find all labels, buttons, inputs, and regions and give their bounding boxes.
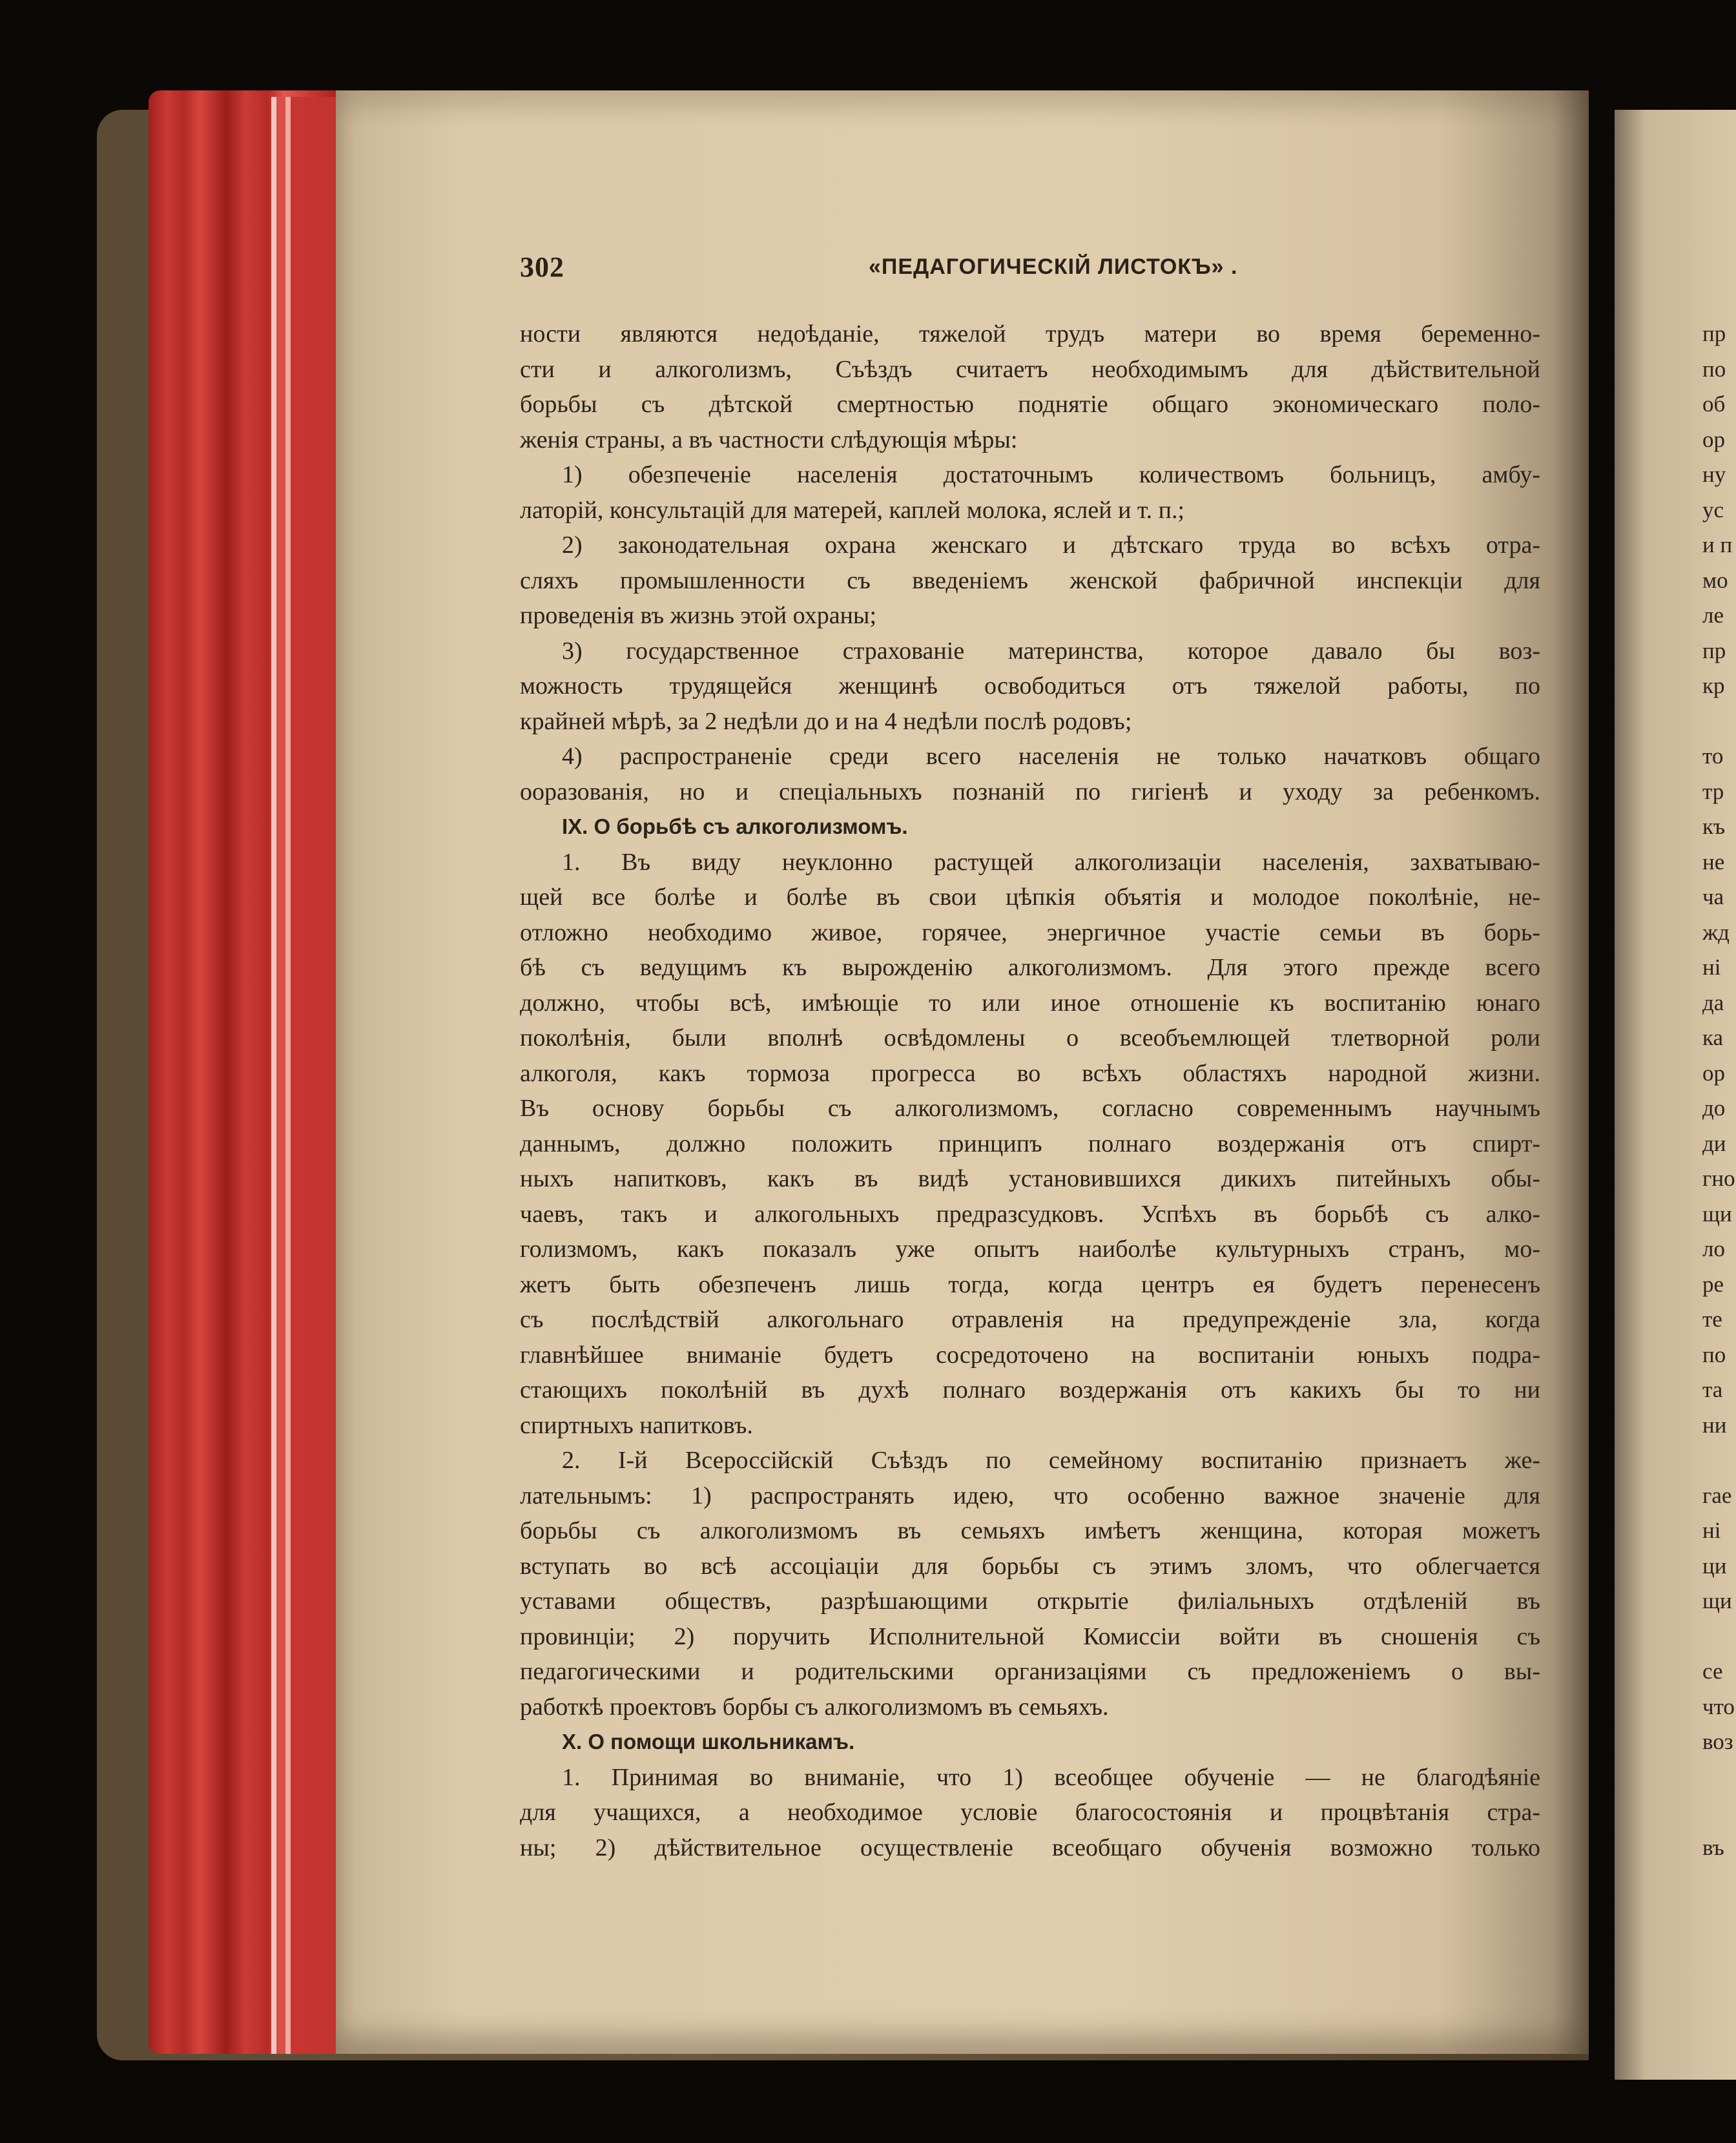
text-block bbox=[520, 316, 1540, 1865]
next-page-fragment bbox=[1702, 1795, 1736, 1830]
next-page-fragment: та bbox=[1702, 1377, 1723, 1402]
next-page-fragment: жд bbox=[1702, 919, 1730, 945]
next-page-fragment: ус bbox=[1702, 497, 1724, 523]
text-line: 1) обезпеченіе населенія достаточнымъ количествомъ больницъ, амбу- bbox=[562, 461, 1540, 488]
next-page-fragment: ло bbox=[1702, 1236, 1725, 1261]
next-page-fragment: ну bbox=[1702, 462, 1726, 487]
next-page-fragment bbox=[1702, 1619, 1736, 1655]
text-line: чаевъ, такъ и алкогольныхъ предразсудковъ. Успѣхъ въ борьбѣ съ алко- bbox=[520, 1200, 1540, 1228]
next-page-fragment: къ bbox=[1702, 814, 1726, 839]
text-line: борьбы съ дѣтской смертностью поднятіе общаго экономическаго поло- bbox=[520, 391, 1540, 418]
text-line: уставами обществъ, разрѣшающими открытіе филіальныхъ отдѣленій въ bbox=[520, 1588, 1540, 1615]
next-page-fragment: что bbox=[1702, 1693, 1735, 1719]
next-page-fragment: ор bbox=[1702, 1060, 1725, 1086]
text-line: 3) государственное страхованіе материнства, которое давало бы воз- bbox=[562, 637, 1540, 665]
text-line: даннымъ, должно положить принципъ полнаго воздержанія отъ спирт- bbox=[520, 1130, 1540, 1157]
next-page-fragment: то bbox=[1702, 743, 1724, 769]
section-heading: IX. О борьбѣ съ алкоголизмомъ. bbox=[562, 814, 908, 838]
next-page-fragment: не bbox=[1702, 849, 1725, 875]
next-page-fragment: по bbox=[1702, 1341, 1726, 1367]
text-line: алкоголя, какъ тормоза прогресса во всѣхъ областяхъ народной жизни. bbox=[520, 1059, 1540, 1087]
next-page-fragment: по bbox=[1702, 356, 1726, 382]
text-line: Въ основу борьбы съ алкоголизмомъ, согласно современнымъ научнымъ bbox=[520, 1095, 1540, 1122]
next-page-fragment: воз bbox=[1702, 1729, 1733, 1754]
text-line: ности являются недоѣданіе, тяжелой трудъ матери во время беременно- bbox=[520, 320, 1540, 347]
next-page-fragment: гно bbox=[1702, 1166, 1735, 1191]
text-line: поколѣнія, были вполнѣ освѣдомлены о всеобъемлющей тлетворной роли bbox=[520, 1024, 1540, 1051]
page-edge-stripes bbox=[271, 97, 342, 2054]
text-line: должно, чтобы всѣ, имѣющіе то или иное отношеніе къ воспитанію юнаго bbox=[520, 989, 1540, 1017]
next-page-fragment: те bbox=[1702, 1307, 1722, 1332]
text-line: борьбы съ алкоголизмомъ въ семьяхъ имѣетъ женщина, которая можетъ bbox=[520, 1517, 1540, 1544]
next-page-fragment bbox=[1702, 704, 1736, 740]
next-page-fragment: до bbox=[1702, 1095, 1726, 1121]
next-page-fragment: кр bbox=[1702, 673, 1725, 698]
next-page-fragment: гае bbox=[1702, 1482, 1732, 1508]
section-heading: X. О помощи школьникамъ. bbox=[562, 1730, 855, 1754]
text-line: для учащихся, а необходимое условіе благосостоянія и процвѣтанія стра- bbox=[520, 1799, 1540, 1826]
text-line: 1. Принимая во вниманіе, что 1) всеобщее обученіе — не благодѣяніе bbox=[562, 1763, 1540, 1791]
text-line: 4) распространеніе среди всего населенія не только начатковъ общаго bbox=[562, 743, 1540, 770]
text-line: щей все болѣе и болѣе въ свои цѣпкія объятія и молодое поколѣніе, не- bbox=[520, 884, 1540, 911]
text-line: 2. I-й Всероссійскій Съѣздъ по семейному воспитанію признаетъ же- bbox=[562, 1447, 1540, 1474]
text-line: лательнымъ: 1) распространять идею, что особенно важное значеніе для bbox=[520, 1482, 1540, 1509]
text-line: 1. Въ виду неуклонно растущей алкоголизаціи населенія, захватываю- bbox=[562, 848, 1540, 876]
text-line: ооразованія, но и спеціальныхъ познаній по гигіенѣ и уходу за ребенкомъ. bbox=[520, 778, 1540, 805]
next-page-fragment: щи bbox=[1702, 1201, 1732, 1227]
next-page-text-fragments bbox=[1702, 316, 1736, 1865]
page-header bbox=[520, 251, 1553, 289]
next-page-fragment: се bbox=[1702, 1659, 1723, 1684]
text-line: проведенія въ жизнь этой охраны; bbox=[520, 602, 877, 629]
text-line: 2) законодательная охрана женскаго и дѣтскаго труда во всѣхъ отра- bbox=[562, 532, 1540, 559]
text-line: спиртныхъ напитковъ. bbox=[520, 1411, 753, 1439]
text-line: провинціи; 2) поручить Исполнительной Комиссіи войти въ сношенія съ bbox=[520, 1622, 1540, 1650]
text-line: крайней мѣрѣ, за 2 недѣли до и на 4 недѣли послѣ родовъ; bbox=[520, 707, 1132, 735]
text-line: ны; 2) дѣйствительное осуществленіе всеобщаго обученія возможно только bbox=[520, 1834, 1540, 1861]
next-page-fragment: пр bbox=[1702, 637, 1726, 663]
next-page-fragment: пр bbox=[1702, 321, 1726, 346]
next-page-fragment: и п bbox=[1702, 532, 1733, 557]
text-line: латорій, консультацій для матерей, каплей молока, яслей и т. п.; bbox=[520, 496, 1185, 524]
next-page-fragment: ні bbox=[1702, 955, 1721, 980]
next-page-fragment: ор bbox=[1702, 426, 1725, 452]
next-page-fragment: щи bbox=[1702, 1588, 1732, 1613]
next-page-fragment: ди bbox=[1702, 1130, 1726, 1156]
next-page-fragment: ци bbox=[1702, 1553, 1727, 1579]
text-line: ныхъ напитковъ, какъ въ видѣ установившихся дикихъ питейныхъ обы- bbox=[520, 1165, 1540, 1192]
next-page-fragment: мо bbox=[1702, 567, 1728, 593]
text-line: отложно необходимо живое, горячее, энергичное участіе семьи въ борь- bbox=[520, 918, 1540, 946]
text-line: жетъ быть обезпеченъ лишь тогда, когда центръ ея будетъ перенесенъ bbox=[520, 1270, 1540, 1298]
text-line: вступать во всѣ ассоціаціи для борьбы съ этимъ зломъ, что облегчается bbox=[520, 1552, 1540, 1580]
running-head: «ПЕДАГОГИЧЕСКІЙ ЛИСТОКЪ» . bbox=[869, 254, 1238, 279]
text-line: педагогическими и родительскими организаціями съ предложеніемъ о вы- bbox=[520, 1658, 1540, 1685]
next-page-fragment: ча bbox=[1702, 884, 1724, 909]
next-page-fragment bbox=[1702, 1443, 1736, 1478]
text-line: работкѣ проектовъ борбы съ алкоголизмомъ въ семьяхъ. bbox=[520, 1693, 1109, 1721]
text-line: женія страны, а въ частности слѣдующія мѣры: bbox=[520, 426, 1018, 453]
text-line: съ послѣдствій алкогольнаго отравленія на предупрежденіе зла, когда bbox=[520, 1306, 1540, 1333]
next-page-fragment: ка bbox=[1702, 1025, 1724, 1050]
next-page-fragment: ре bbox=[1702, 1271, 1724, 1297]
next-page-fragment: ні bbox=[1702, 1518, 1721, 1543]
next-page-fragment: да bbox=[1702, 989, 1724, 1015]
text-line: голизмомъ, какъ показалъ уже опытъ наиболѣе культурныхъ странъ, мо- bbox=[520, 1236, 1540, 1263]
page-number: 302 bbox=[520, 251, 564, 283]
text-line: главнѣйшее вниманіе будетъ сосредоточено на воспитаніи юныхъ подра- bbox=[520, 1341, 1540, 1369]
next-page-fragment: ле bbox=[1702, 603, 1724, 628]
text-line: сти и алкоголизмъ, Съѣздъ считаетъ необходимымъ для дѣйствительной bbox=[520, 355, 1540, 383]
text-line: сляхъ промышленности съ введеніемъ женской фабричной инспекціи для bbox=[520, 566, 1540, 594]
next-page-fragment bbox=[1702, 1760, 1736, 1796]
text-line: можность трудящейся женщинѣ освободиться отъ тяжелой работы, по bbox=[520, 672, 1540, 699]
next-page-fragment: тр bbox=[1702, 778, 1724, 804]
next-page-fragment: ни bbox=[1702, 1412, 1727, 1438]
text-line: бѣ съ ведущимъ къ вырожденію алкоголизмомъ. Для этого прежде всего bbox=[520, 954, 1540, 981]
next-page-fragment: въ bbox=[1702, 1834, 1724, 1860]
text-line: стающихъ поколѣній въ духѣ полнаго воздержанія отъ какихъ бы то ни bbox=[520, 1376, 1540, 1403]
next-page-fragment: об bbox=[1702, 391, 1726, 417]
